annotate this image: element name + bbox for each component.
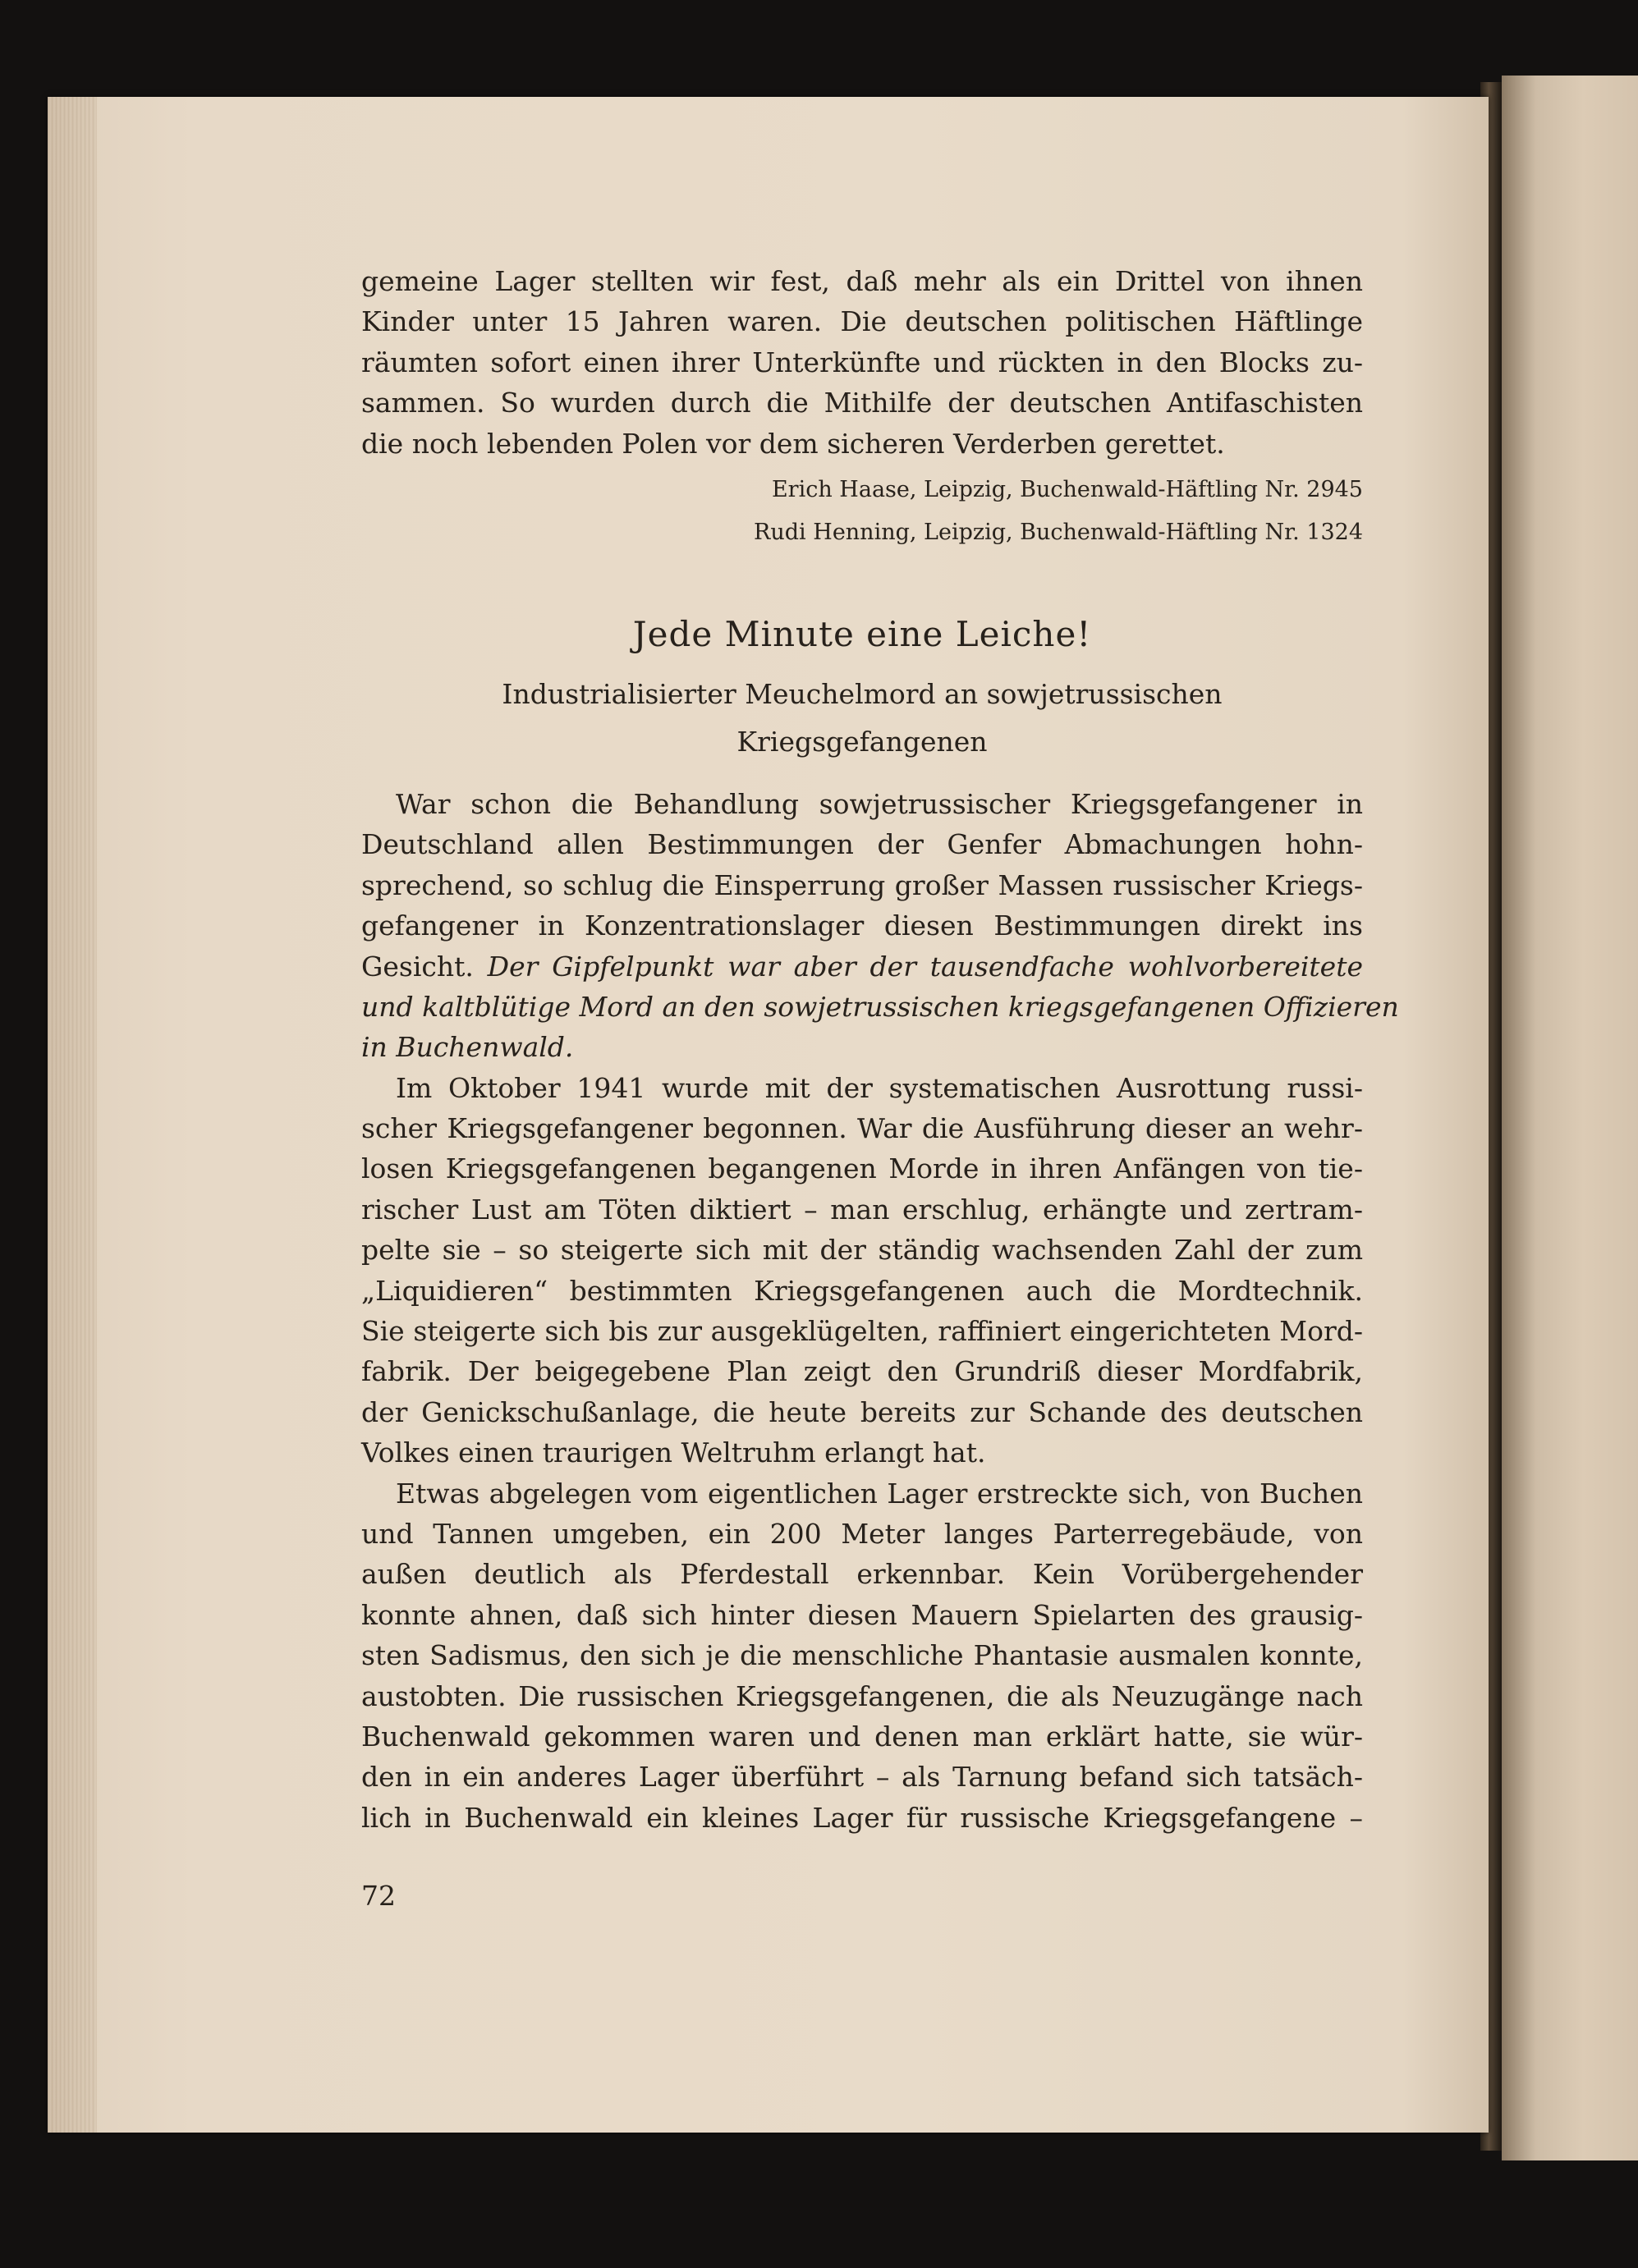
text-line: Volkes einen traurigen Weltruhm erlangt hat. <box>361 1436 986 1469</box>
italic-text-line: und kaltblütige Mord an den sowjetrussischen kriegsgefangenen Offizieren <box>361 990 1399 1023</box>
page-text <box>361 261 1399 1838</box>
section-title: Jede Minute eine Leiche! <box>632 613 1092 654</box>
intro-paragraph <box>361 261 1363 464</box>
section-subtitle-line: Industrialisierter Meuchelmord an sowjetrussischen <box>502 677 1223 710</box>
italic-text-line: in Buchenwald. <box>361 1031 574 1064</box>
italic-text-segment: Der Gipfelpunkt war aber der tausendfache wohlvorbereitete <box>487 950 1363 983</box>
text-line: gefangener in Konzentrationslager diesen Bestimmungen direkt ins <box>361 909 1363 942</box>
paragraph-2 <box>361 1068 1363 1473</box>
text-line: Deutschland allen Bestimmungen der Genfer Abmachungen hohn- <box>361 828 1363 861</box>
text-line: gemeine Lager stellten wir fest, daß mehr als ein Drittel von ihnen <box>361 265 1363 297</box>
text-line: konnte ahnen, daß sich hinter diesen Mauern Spielarten des grausig- <box>361 1598 1363 1631</box>
text-line: War schon die Behandlung sowjetrussischer Kriegsgefangener in <box>396 787 1363 820</box>
text-line: scher Kriegsgefangener begonnen. War die Ausführung dieser an wehr- <box>361 1112 1363 1145</box>
text-line: Buchenwald gekommen waren und denen man erklärt hatte, sie wür- <box>361 1720 1363 1753</box>
page-stack-edges <box>48 97 97 2133</box>
signature-line: Rudi Henning, Leipzig, Buchenwald-Häftling Nr. 1324 <box>754 519 1363 545</box>
text-line: Kinder unter 15 Jahren waren. Die deutschen politischen Häftlinge <box>361 305 1363 338</box>
signature-line: Erich Haase, Leipzig, Buchenwald-Häftling Nr. 2945 <box>771 476 1363 502</box>
text-line: sprechend, so schlug die Einsperrung großer Massen russischer Kriegs- <box>361 868 1363 901</box>
text-line: Im Oktober 1941 wurde mit der systematischen Ausrottung russi- <box>396 1071 1363 1104</box>
text-line: die noch lebenden Polen vor dem sicheren Verderben gerettet. <box>361 427 1225 460</box>
text-line: räumten sofort einen ihrer Unterkünfte und rückten in den Blocks zu- <box>361 346 1363 378</box>
text-line: und Tannen umgeben, ein 200 Meter langes Parterregebäude, von <box>361 1517 1363 1550</box>
facing-page-edge <box>1502 76 1638 2160</box>
text-line: austobten. Die russischen Kriegsgefangenen, die als Neuzugänge nach <box>361 1679 1363 1712</box>
text-segment: Gesicht. <box>361 950 474 983</box>
text-line: außen deutlich als Pferdestall erkennbar. Kein Vorübergehender <box>361 1558 1363 1591</box>
text-line: der Genickschußanlage, die heute bereits zur Schande des deutschen <box>361 1395 1363 1428</box>
text-line: losen Kriegsgefangenen begangenen Morde in ihren Anfängen von tie- <box>361 1152 1363 1185</box>
paragraph-1 <box>361 784 1399 1068</box>
paragraph-3 <box>361 1473 1363 1839</box>
text-line: fabrik. Der beigegebene Plan zeigt den Grundriß dieser Mordfabrik, <box>361 1355 1363 1388</box>
text-line: „Liquidieren“ bestimmten Kriegsgefangenen auch die Mordtechnik. <box>361 1274 1363 1307</box>
text-line <box>361 946 1363 987</box>
text-line: Sie steigerte sich bis zur ausgeklügelten, raffiniert eingerichteten Mord- <box>361 1315 1363 1348</box>
page-number: 72 <box>361 1880 396 1912</box>
text-line: den in ein anderes Lager überführt – als Tarnung befand sich tatsäch- <box>361 1761 1363 1794</box>
text-line: sammen. So wurden durch die Mithilfe der deutschen Antifaschisten <box>361 387 1363 419</box>
text-line: sten Sadismus, den sich je die menschliche Phantasie ausmalen konnte, <box>361 1639 1363 1672</box>
text-line: pelte sie – so steigerte sich mit der ständig wachsenden Zahl der zum <box>361 1234 1363 1267</box>
text-line: Etwas abgelegen vom eigentlichen Lager erstreckte sich, von Buchen <box>396 1477 1363 1510</box>
text-line: rischer Lust am Töten diktiert – man erschlug, erhängte und zertram- <box>361 1193 1363 1226</box>
section-subtitle-line: Kriegsgefangenen <box>736 725 988 758</box>
signatures <box>361 469 1363 554</box>
text-line: lich in Buchenwald ein kleines Lager für russische Kriegsgefangene – <box>361 1801 1363 1834</box>
